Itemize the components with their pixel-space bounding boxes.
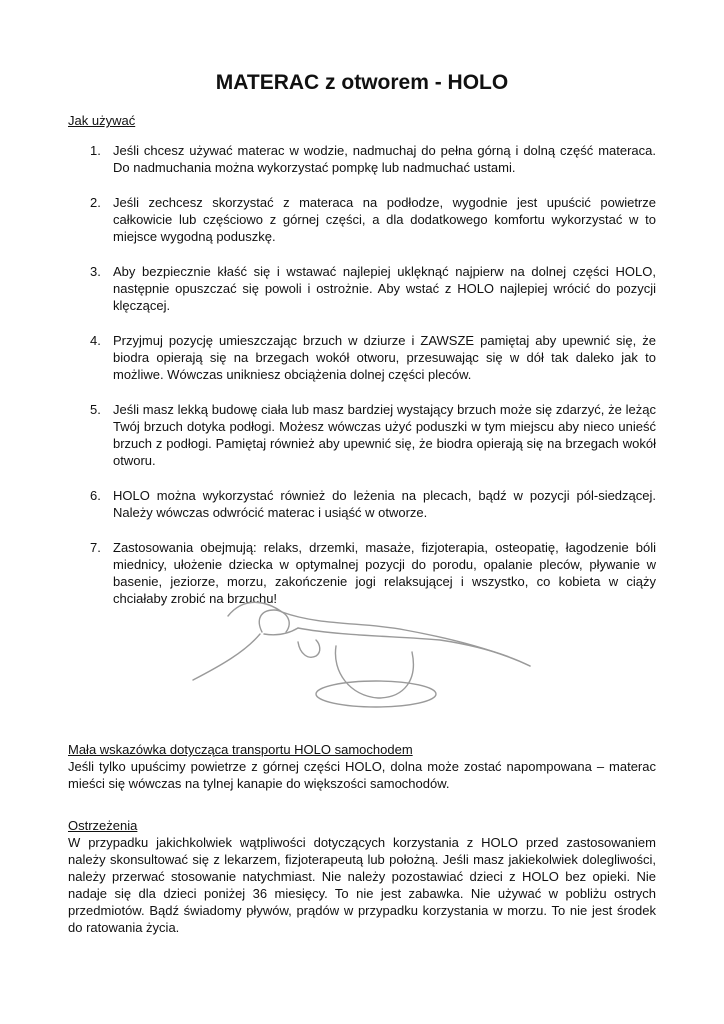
list-text: Jeśli zechcesz skorzystać z materaca na podłodze, wygodnie jest upuścić powietrze całkowicie lub częściowo z górnej części, a dla dodatkowego komfortu wykorzystać w to miejsce wygodną poduszkę. [113,195,656,244]
list-item [68,487,656,521]
page-title: MATERAC z otworem - HOLO [215,71,509,94]
figure-front-line [193,634,260,680]
list-number: 3. [90,264,101,279]
list-text: Jeśli masz lekką budowę ciała lub masz bardziej wystający brzuch może się zdarzyć, że leżąc Twój brzuch dotyka podłogi. Możesz wówczas użyć poduszki w tym miejscu aby nieco unieść brzuch z podłogi. Pamiętaj również aby upewnić się, że biodra opierają się na brzegach wokół otworu. [113,402,656,468]
list-item [68,401,656,469]
list-number: 6. [90,488,101,503]
mattress-hole [316,681,436,707]
list-number: 1. [90,143,101,158]
list-text: Jeśli chcesz używać materac w wodzie, nadmuchaj do pełna górną i dolną część materaca. Do nadmuchania można wykorzystać pompkę lub nadmuchać ustami. [113,143,656,175]
warnings-heading: Ostrzeżenia [68,818,138,833]
usage-list [68,142,656,625]
figure-body-line [298,628,530,666]
list-number: 4. [90,333,101,348]
transport-heading: Mała wskazówka dotycząca transportu HOLO samochodem [68,742,413,757]
mattress-illustration [190,590,540,720]
transport-text: Jeśli tylko upuścimy powietrze z górnej części HOLO, dolna może zostać napompowana – materac mieści się wówczas na tylnej kanapie do większości samochodów. [68,759,656,791]
figure-head [259,610,289,632]
figure-arm [264,628,298,635]
figure-belly [335,646,413,698]
list-text: Przyjmuj pozycję umieszczając brzuch w dziurze i ZAWSZE pamiętaj aby upewnić się, że biodra opierają się na brzegach wokół otworu, przesuwając się w dół tak daleko jak to możliwe. Wówczas unikniesz obciążenia dolnej części pleców. [113,333,656,382]
list-number: 7. [90,540,101,555]
list-item [68,332,656,383]
figure-breast [298,640,320,657]
list-number: 2. [90,195,101,210]
list-item [68,142,656,176]
warnings-text: W przypadku jakichkolwiek wątpliwości dotyczących korzystania z HOLO przed zastosowaniem należy skonsultować się z lekarzem, fizjoterapeutą lub położną. Jeśli masz jakiekolwiek dolegliwości, należy przerwać stosowanie natychmiast. Nie należy pozostawiać dzieci z HOLO bez opieki. Nie nadaje się dla dzieci poniżej 36 miesięcy. To nie jest zabawka. Nie używać w pobliżu ostrych przedmiotów. Bądź świadomy pływów, prądów w przypadku korzystania w morzu. To nie jest środek do ratowania życia. [68,835,656,935]
usage-heading: Jak używać [68,113,136,128]
list-item [68,263,656,314]
list-text: Zastosowania obejmują: relaks, drzemki, masaże, fizjoterapia, osteopatię, łagodzenie bóli miednicy, ułożenie dziecka w optymalnej pozycji do porodu, opalanie pleców, pływanie w basenie, jeziorze, morzu, zakończenie jogi relaksującej i wszystko, co kobieta w ciąży chciałaby zrobić na brzuchu! [113,540,656,606]
list-text: Aby bezpiecznie kłaść się i wstawać najlepiej uklęknąć najpierw na dolnej części HOLO, następnie opuszczać się powoli i ostrożnie. Aby wstać z HOLO najlepiej wrócić do pozycji klęczącej. [113,264,656,313]
list-item [68,194,656,245]
list-text: HOLO można wykorzystać również do leżenia na plecach, bądź w pozycji pól-siedzącej. Należy wówczas odwrócić materac i usiąść w otworze. [113,488,656,520]
list-number: 5. [90,402,101,417]
